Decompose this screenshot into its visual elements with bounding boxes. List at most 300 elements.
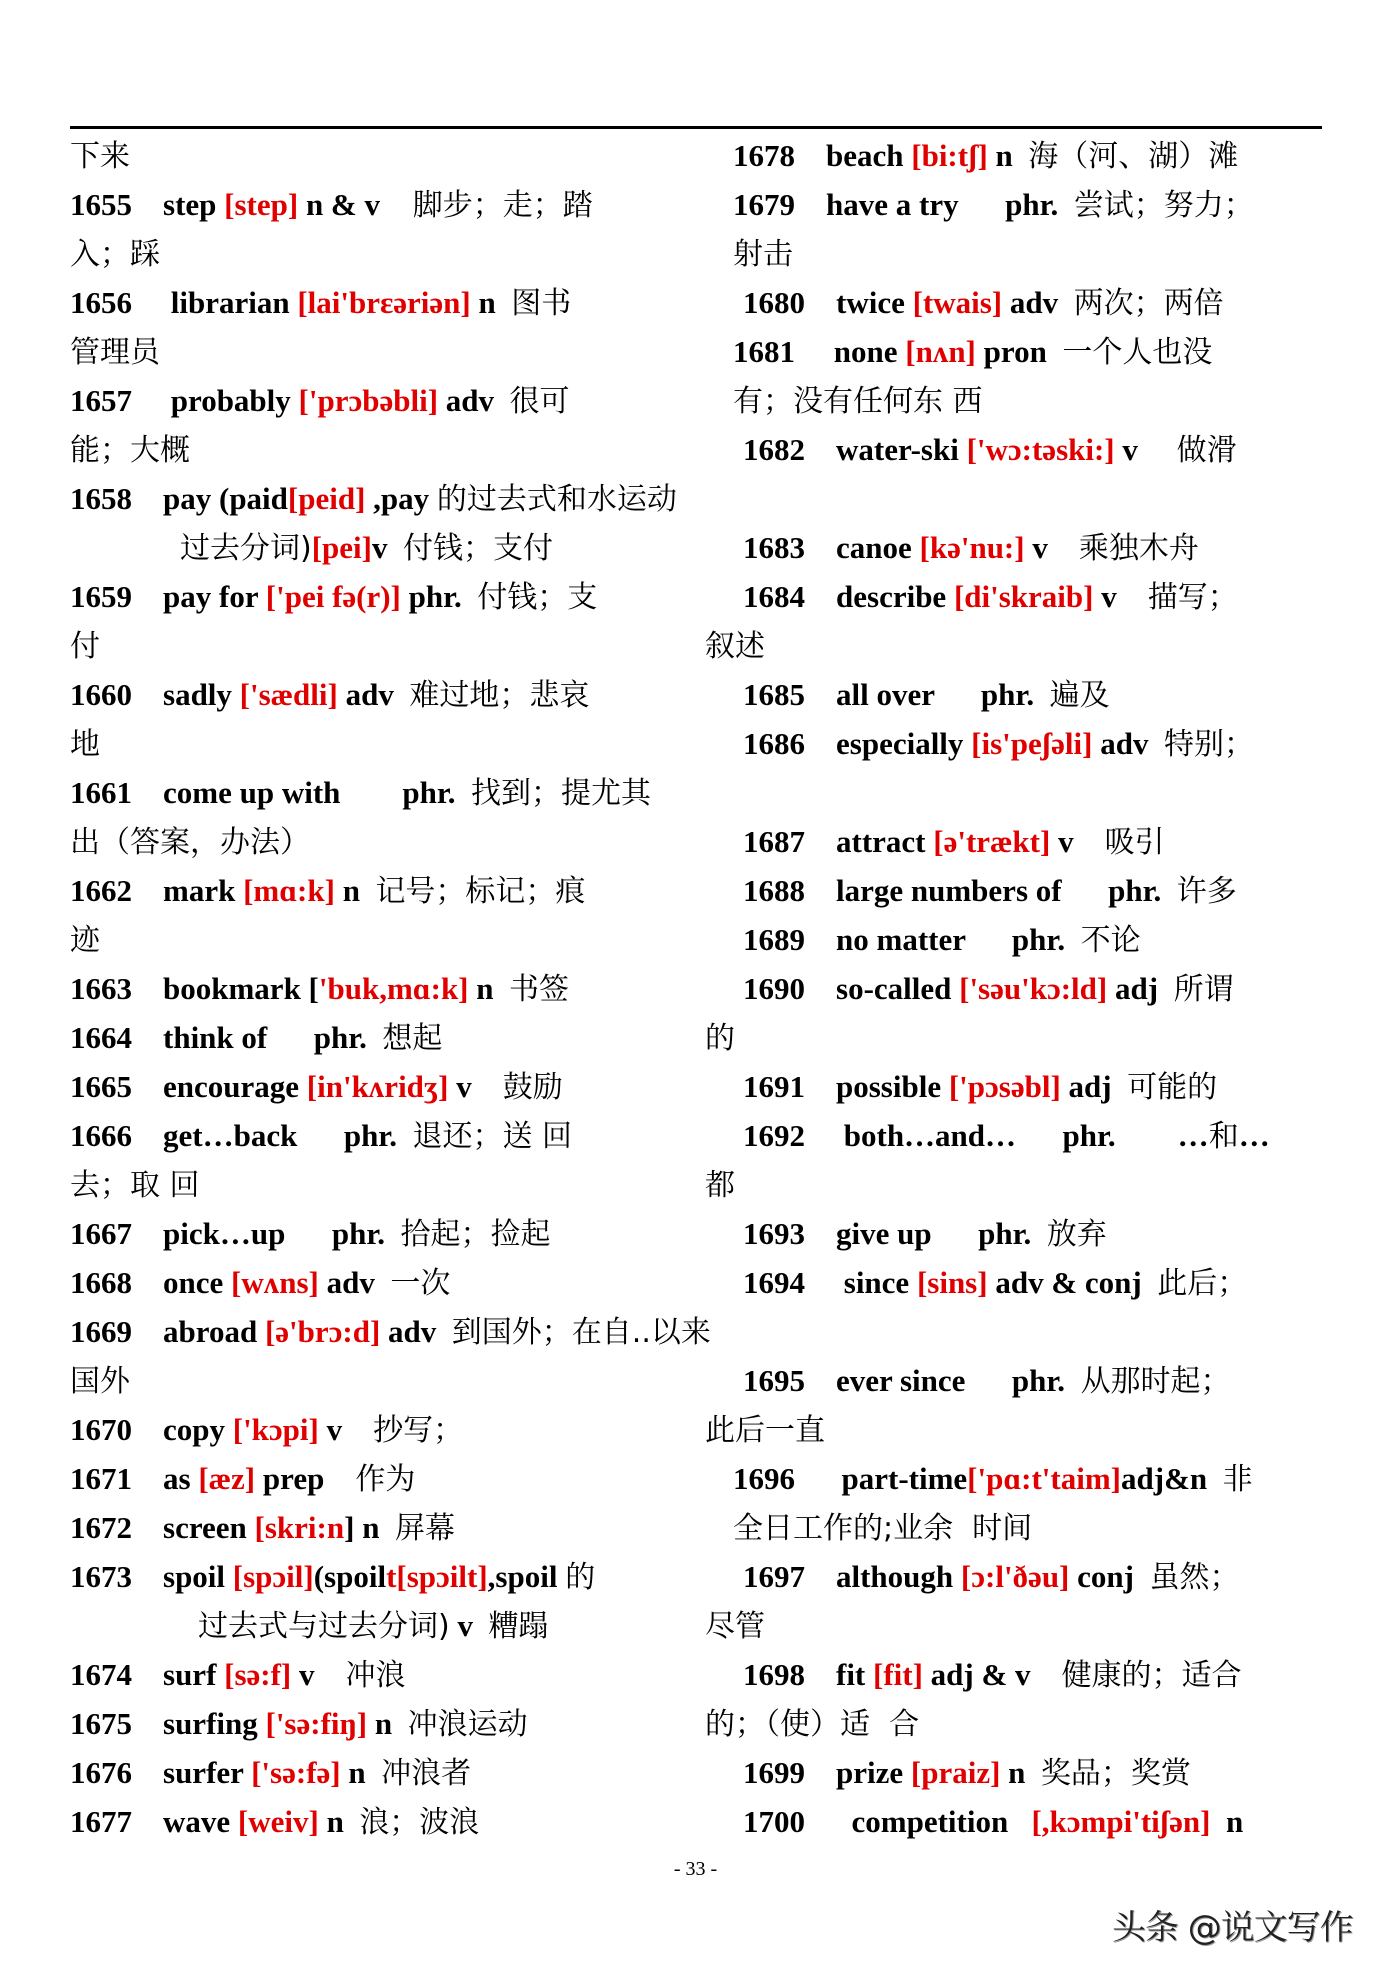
vocab-line (70, 1361, 130, 1401)
chinese-definition: 的；（使）适 合 (705, 1707, 920, 1742)
phonetic: [pei] (311, 530, 372, 565)
entry-text: twice (805, 285, 913, 320)
entry-text: adv (318, 1265, 391, 1300)
entry-text: abroad (132, 1314, 265, 1349)
vocab-line (180, 528, 553, 568)
vocab-line (705, 1018, 735, 1058)
phonetic: ['sædli] (239, 677, 338, 712)
phonetic: [lai'brɛəriən] (297, 285, 471, 320)
entry-number: 1668 (70, 1265, 132, 1300)
entry-number: 1658 (70, 481, 132, 516)
entry-text: copy (132, 1412, 233, 1447)
chinese-definition: 一次 (390, 1266, 451, 1301)
phonetic: ['sə:fə] (251, 1755, 341, 1790)
entry-text: especially (805, 726, 972, 761)
vocab-line (743, 724, 1254, 764)
entry-number: 1681 (733, 334, 795, 369)
entry-number: 1683 (743, 530, 805, 565)
entry-number: 1680 (743, 285, 805, 320)
chinese-definition: 入；踩 (70, 237, 160, 272)
entry-text: adv (380, 1314, 452, 1349)
chinese-definition: 此后； (1157, 1266, 1248, 1301)
chinese-definition: 过去式与过去分词) (198, 1609, 450, 1644)
chinese-definition: 从那时起； (1080, 1364, 1231, 1399)
entry-number: 1689 (743, 922, 805, 957)
watermark: 头条 @说文写作 (1112, 1908, 1353, 1948)
vocab-line (705, 626, 765, 666)
entry-text: attract (805, 824, 934, 859)
chinese-definition: 遍及 (1049, 678, 1110, 713)
entry-text: n (468, 971, 510, 1006)
chinese-definition: 的过去式和水运动 (436, 482, 677, 517)
entry-text: although (805, 1559, 961, 1594)
entry-text: competition (805, 1804, 1032, 1839)
entry-number: 1698 (743, 1657, 805, 1692)
chinese-definition: 乘独木舟 (1078, 531, 1199, 566)
phonetic: [kə'nu:] (919, 530, 1025, 565)
phonetic: [in'kʌridʒ] (306, 1069, 449, 1104)
phonetic: ['pei fə(r)] (265, 579, 401, 614)
chinese-definition: 很可 (509, 384, 570, 419)
entry-text: all over phr. (805, 677, 1050, 712)
entry-text: fit (805, 1657, 874, 1692)
phonetic: [sə:f] (224, 1657, 292, 1692)
entry-text: adj & v (922, 1657, 1062, 1692)
entry-text: ] n (344, 1510, 395, 1545)
entry-number: 1666 (70, 1118, 132, 1153)
entry-number: 1687 (743, 824, 805, 859)
vocab-line (743, 283, 1224, 323)
vocab-line (70, 1508, 455, 1548)
vocab-line (743, 1753, 1191, 1793)
entry-text: wave (132, 1804, 238, 1839)
phonetic: [step] (224, 187, 299, 222)
vocab-line (70, 1018, 442, 1058)
phonetic: [ə'trækt] (933, 824, 1051, 859)
vocab-line (705, 1606, 765, 1646)
vocab-line (705, 1165, 735, 1205)
entry-text: surfing (132, 1706, 266, 1741)
phonetic: [twais] (912, 285, 1003, 320)
entry-number: 1664 (70, 1020, 132, 1055)
chinese-definition: 冲浪运动 (407, 1707, 528, 1742)
vocab-line (70, 430, 190, 470)
vocab-line (733, 381, 983, 421)
vocab-line (198, 1606, 548, 1646)
entry-text: v (448, 1069, 503, 1104)
entry-number: 1667 (70, 1216, 132, 1251)
vocab-line (733, 136, 1238, 176)
chinese-definition: 虽然； (1149, 1560, 1240, 1595)
chinese-definition: 出（答案，办法） (70, 825, 310, 860)
chinese-definition: 难过地；悲哀 (409, 678, 590, 713)
vocab-line (70, 724, 100, 764)
chinese-definition: 到国外；在自..以来 (451, 1315, 711, 1350)
phonetic: [di'skraib] (953, 579, 1094, 614)
vocab-line (743, 1557, 1239, 1597)
vocab-line (70, 136, 130, 176)
entry-number: 1663 (70, 971, 132, 1006)
chinese-definition: 想起 (382, 1021, 443, 1056)
chinese-definition: 全日工作的;业余 时间 (733, 1511, 1033, 1546)
vocab-line (70, 234, 160, 274)
entry-text: adj (1060, 1069, 1128, 1104)
entry-text: adv (1002, 285, 1074, 320)
entry-text: librarian (132, 285, 298, 320)
phonetic: ['pɑ:t'taim] (967, 1461, 1122, 1496)
entry-text: n (318, 1804, 360, 1839)
entry-number: 1692 (743, 1118, 805, 1153)
chinese-definition: 糟蹋 (488, 1609, 549, 1644)
chinese-definition: 屏幕 (394, 1511, 455, 1546)
vocab-line (70, 479, 677, 519)
chinese-definition: 两次；两倍 (1073, 286, 1224, 321)
entry-text: pay for (132, 579, 266, 614)
chinese-definition: 可能的 (1127, 1070, 1218, 1105)
vocab-line (743, 969, 1234, 1009)
vocab-line (70, 332, 160, 372)
entry-text: pron (975, 334, 1063, 369)
entry-number: 1688 (743, 873, 805, 908)
entry-text: v (1024, 530, 1079, 565)
phonetic: [,kɔmpi'tiʃən] (1031, 1804, 1211, 1839)
entry-number: 1678 (733, 138, 795, 173)
chinese-definition: 国外 (70, 1364, 130, 1399)
vocab-line (70, 1067, 563, 1107)
vocab-line (743, 1361, 1231, 1401)
vocab-line (733, 1459, 1253, 1499)
entry-text: n (367, 1706, 408, 1741)
vocab-line (70, 773, 651, 813)
entry-text: … (1238, 1118, 1270, 1153)
entry-text: v (1050, 824, 1105, 859)
vocab-line (70, 1214, 550, 1254)
entry-text: encourage (132, 1069, 307, 1104)
entry-number: 1697 (743, 1559, 805, 1594)
chinese-definition: 放弃 (1046, 1217, 1107, 1252)
entry-text: (spoil (313, 1559, 387, 1594)
entry-text: conj (1069, 1559, 1150, 1594)
entry-text: n (334, 873, 376, 908)
chinese-definition: 鼓励 (502, 1070, 563, 1105)
entry-number: 1686 (743, 726, 805, 761)
entry-text: bookmark [ (132, 971, 319, 1006)
vocab-line (70, 577, 597, 617)
phonetic: ['səu'kɔ:ld] (959, 971, 1108, 1006)
entry-number: 1656 (70, 285, 132, 320)
entry-text: v (371, 530, 403, 565)
chinese-definition: 特别； (1163, 727, 1254, 762)
entry-text: probably (132, 383, 299, 418)
vocab-line (70, 871, 585, 911)
chinese-definition: 健康的；适合 (1061, 1658, 1242, 1693)
entry-text: adv (438, 383, 510, 418)
entry-text: possible (805, 1069, 949, 1104)
vocab-line (733, 1508, 1032, 1548)
entry-number: 1670 (70, 1412, 132, 1447)
entry-text: large numbers of phr. (805, 873, 1177, 908)
phonetic: 'buk,mɑ:k] (318, 971, 469, 1006)
entry-text: no matter phr. (805, 922, 1081, 957)
entry-number: 1672 (70, 1510, 132, 1545)
chinese-definition: 做滑 (1176, 433, 1237, 468)
vocab-line (743, 430, 1237, 470)
chinese-definition: 冲浪者 (381, 1756, 472, 1791)
vocab-line (70, 1459, 415, 1499)
vocab-line (743, 822, 1165, 862)
entry-text: adv (1092, 726, 1164, 761)
entry-text: v (291, 1657, 346, 1692)
vocab-line (70, 626, 100, 666)
chinese-definition: 海（河、湖）滩 (1028, 139, 1239, 174)
entry-number: 1690 (743, 971, 805, 1006)
entry-number: 1677 (70, 1804, 132, 1839)
entry-text: n (340, 1755, 382, 1790)
header-rule (70, 126, 1322, 129)
entry-text: describe (805, 579, 954, 614)
entry-text: sadly (132, 677, 240, 712)
phonetic: t[spɔilt] (386, 1559, 488, 1594)
entry-text: mark (132, 873, 244, 908)
vocab-line (70, 1165, 200, 1205)
vocab-line (743, 1263, 1247, 1303)
chinese-definition: 书签 (509, 972, 570, 1007)
entry-number: 1671 (70, 1461, 132, 1496)
entry-text: as (132, 1461, 199, 1496)
vocab-line (70, 1655, 406, 1695)
chinese-definition: 下来 (70, 139, 130, 174)
vocab-line (70, 969, 569, 1009)
chinese-definition: 付钱；支 (477, 580, 598, 615)
entry-text: give up phr. (805, 1216, 1047, 1251)
chinese-definition: 地 (70, 727, 100, 762)
vocab-line (743, 871, 1237, 911)
chinese-definition: 非 (1222, 1462, 1253, 1497)
entry-text: n (470, 285, 512, 320)
entry-text: think of phr. (132, 1020, 383, 1055)
vocab-line (70, 822, 310, 862)
vocab-line (70, 675, 589, 715)
entry-text: come up with phr. (132, 775, 472, 810)
chinese-definition: 能；大概 (70, 433, 190, 468)
vocab-line (705, 1410, 825, 1450)
vocab-line (70, 185, 593, 225)
phonetic: [bi:tʃ] (911, 138, 988, 173)
vocab-line (733, 234, 793, 274)
vocab-line (733, 185, 1254, 225)
entry-number: 1675 (70, 1706, 132, 1741)
vocab-line (70, 1116, 572, 1156)
entry-text: v (449, 1608, 489, 1643)
entry-text: n & v (298, 187, 404, 222)
entry-text: adj (1107, 971, 1174, 1006)
entry-number: 1684 (743, 579, 805, 614)
vocab-line (743, 1802, 1243, 1842)
entry-text: ,spoil (487, 1559, 566, 1594)
phonetic: [mɑ:k] (243, 873, 335, 908)
vocab-line (70, 1802, 479, 1842)
entry-number: 1693 (743, 1216, 805, 1251)
phonetic: [ɔ:l'ðəu] (960, 1559, 1070, 1594)
vocab-line (70, 1312, 711, 1352)
entry-number: 1700 (743, 1804, 805, 1839)
entry-text: part-time (795, 1461, 968, 1496)
phonetic: ['wɔ:təski:] (966, 432, 1115, 467)
entry-text: ,pay (365, 481, 437, 516)
vocab-line (705, 1704, 919, 1744)
entry-text: pick…up phr. (132, 1216, 401, 1251)
entry-text: v (318, 1412, 374, 1447)
phonetic: [spɔil] (232, 1559, 314, 1594)
vocab-line (70, 1263, 450, 1303)
entry-text: screen (132, 1510, 255, 1545)
vocab-line (743, 528, 1199, 568)
vocab-line (70, 1557, 595, 1597)
chinese-definition: 脚步；走；踏 (403, 188, 593, 223)
chinese-definition: 作为 (355, 1462, 416, 1497)
chinese-definition: 过去分词) (180, 531, 312, 566)
chinese-definition: 有；没有任何东 西 (733, 384, 983, 419)
vocab-line (70, 381, 570, 421)
entry-text: get…back phr. (132, 1118, 413, 1153)
chinese-definition: 记号；标记；痕 (375, 874, 586, 909)
entry-text: both…and… phr. … (805, 1118, 1209, 1153)
entry-text: beach (795, 138, 912, 173)
entry-text: ever since phr. (805, 1363, 1081, 1398)
vocab-line (743, 675, 1110, 715)
entry-text: n (987, 138, 1029, 173)
chinese-definition: 找到；提尤其 (471, 776, 652, 811)
entry-number: 1655 (70, 187, 132, 222)
chinese-definition: 付钱；支付 (402, 531, 553, 566)
entry-number: 1660 (70, 677, 132, 712)
chinese-definition: 都 (705, 1168, 735, 1203)
phonetic: [æz] (198, 1461, 256, 1496)
vocab-line (743, 1116, 1270, 1156)
vocab-line (743, 577, 1238, 617)
entry-text: v (1114, 432, 1177, 467)
chinese-definition: 浪；波浪 (359, 1805, 480, 1840)
entry-text: step (132, 187, 225, 222)
entry-number: 1659 (70, 579, 132, 614)
entry-text: water-ski (805, 432, 967, 467)
entry-number: 1657 (70, 383, 132, 418)
phonetic: [nʌn] (905, 334, 976, 369)
entry-text: prep (255, 1461, 356, 1496)
entry-number: 1699 (743, 1755, 805, 1790)
entry-number: 1665 (70, 1069, 132, 1104)
chinese-definition: 奖品；奖赏 (1040, 1756, 1191, 1791)
entry-text: none (795, 334, 906, 369)
chinese-definition: 射击 (733, 237, 793, 272)
entry-number: 1696 (733, 1461, 795, 1496)
chinese-definition: 付 (70, 629, 100, 664)
chinese-definition: 迹 (70, 923, 100, 958)
phonetic: ['kɔpi] (232, 1412, 319, 1447)
entry-text: since (805, 1265, 917, 1300)
phonetic: [ə'brɔ:d] (264, 1314, 381, 1349)
phonetic: ['sə:fiŋ] (265, 1706, 368, 1741)
entry-number: 1679 (733, 187, 795, 222)
entry-number: 1685 (743, 677, 805, 712)
entry-number: 1695 (743, 1363, 805, 1398)
phonetic: [wʌns] (231, 1265, 319, 1300)
entry-number: 1676 (70, 1755, 132, 1790)
chinese-definition: 图书 (511, 286, 572, 321)
entry-text: so-called (805, 971, 960, 1006)
entry-text: spoil (132, 1559, 233, 1594)
chinese-definition: 冲浪 (345, 1658, 406, 1693)
entry-text: adv & conj (987, 1265, 1158, 1300)
chinese-definition: 叙述 (705, 629, 765, 664)
entry-number: 1682 (743, 432, 805, 467)
chinese-definition: 的 (705, 1021, 735, 1056)
entry-text: surf (132, 1657, 225, 1692)
phonetic: [weiv] (237, 1804, 319, 1839)
vocab-line (70, 1704, 528, 1744)
vocab-line (743, 920, 1141, 960)
entry-text: v (1093, 579, 1148, 614)
chinese-definition: 抄写； (373, 1413, 464, 1448)
vocab-line (743, 1214, 1107, 1254)
vocab-line (743, 1655, 1242, 1695)
entry-text: n (1210, 1804, 1244, 1839)
vocab-line (70, 1753, 471, 1793)
phonetic: [sins] (916, 1265, 988, 1300)
vocab-line (743, 1067, 1217, 1107)
entry-number: 1691 (743, 1069, 805, 1104)
chinese-definition: 和 (1208, 1119, 1239, 1154)
vocab-line (733, 332, 1212, 372)
chinese-definition: 拾起；捡起 (400, 1217, 551, 1252)
chinese-definition: 吸引 (1104, 825, 1165, 860)
chinese-definition: 管理员 (70, 335, 160, 370)
phonetic: [is'peʃəli] (971, 726, 1093, 761)
vocab-line (70, 283, 571, 323)
page-number: - 33 - (673, 1858, 718, 1880)
chinese-definition: 此后一直 (705, 1413, 825, 1448)
entry-number: 1694 (743, 1265, 805, 1300)
entry-text: have a try phr. (795, 187, 1074, 222)
entry-text: canoe (805, 530, 920, 565)
entry-text: adj&n (1121, 1461, 1223, 1496)
phonetic: ['prɔbəbli] (298, 383, 439, 418)
chinese-definition: 所谓 (1173, 972, 1234, 1007)
chinese-definition: 的 (565, 1560, 596, 1595)
chinese-definition: 描写； (1147, 580, 1238, 615)
chinese-definition: 退还；送 回 (412, 1119, 573, 1154)
entry-number: 1674 (70, 1657, 132, 1692)
entry-text: pay (paid (132, 481, 288, 516)
entry-number: 1673 (70, 1559, 132, 1594)
vocab-line (70, 920, 100, 960)
entry-text: once (132, 1265, 232, 1300)
chinese-definition: 一个人也没 (1062, 335, 1213, 370)
phonetic: [peid] (287, 481, 366, 516)
entry-text: n (1000, 1755, 1041, 1790)
phonetic: [skri:n (254, 1510, 345, 1545)
entry-text: phr. (400, 579, 478, 614)
entry-text: prize (805, 1755, 911, 1790)
entry-number: 1662 (70, 873, 132, 908)
entry-number: 1661 (70, 775, 132, 810)
chinese-definition: 不论 (1080, 923, 1141, 958)
chinese-definition: 去；取 回 (70, 1168, 200, 1203)
phonetic: ['pɔsəbl] (948, 1069, 1061, 1104)
chinese-definition: 尝试；努力； (1073, 188, 1254, 223)
entry-number: 1669 (70, 1314, 132, 1349)
chinese-definition: 许多 (1176, 874, 1237, 909)
